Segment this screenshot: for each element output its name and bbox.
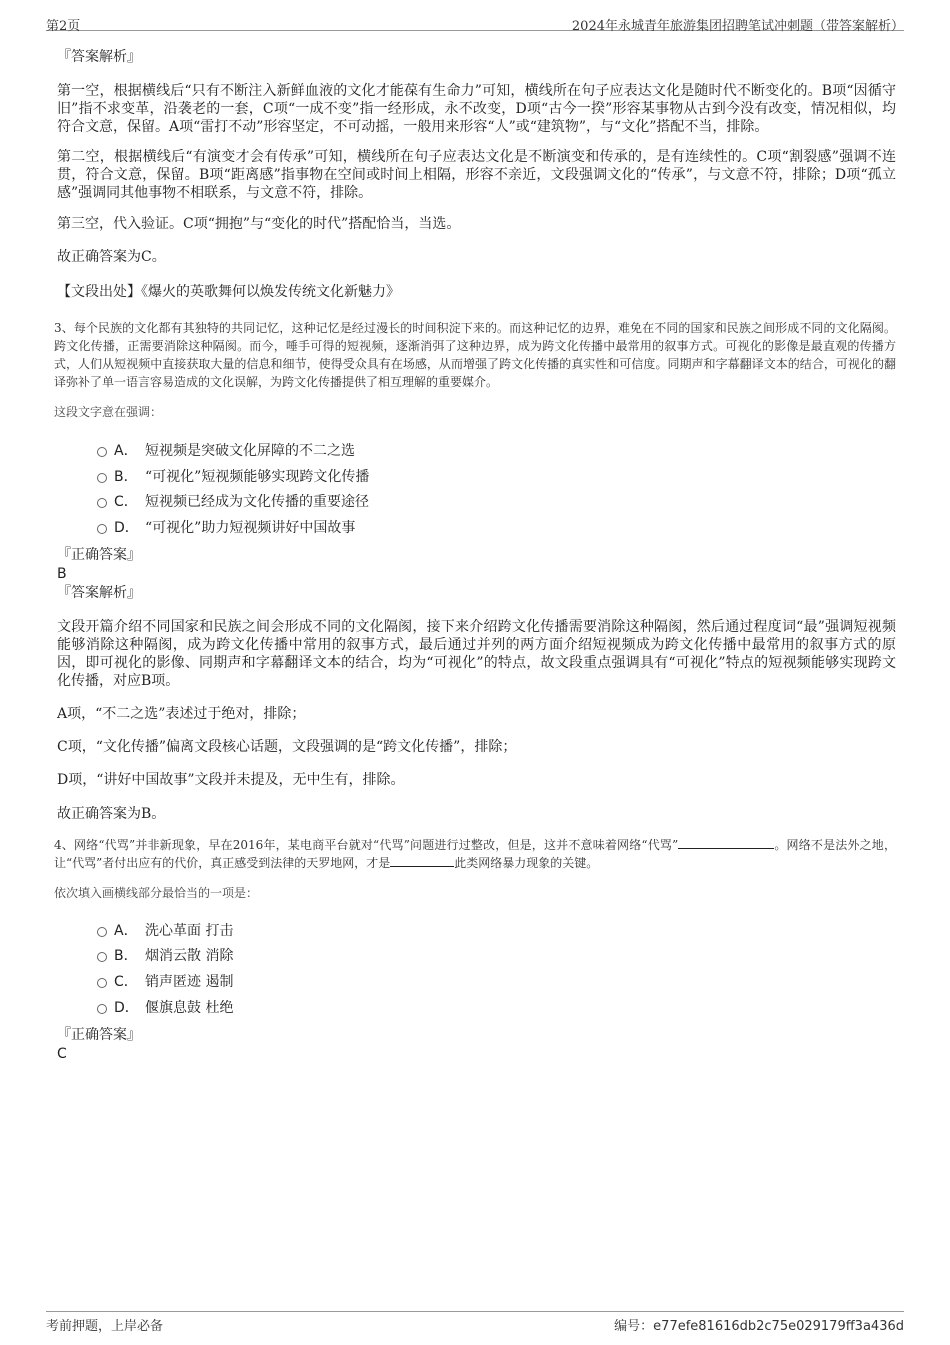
option-text: 短视频已经成为文化传播的重要途径 (145, 494, 369, 511)
q4-answer-heading: 『正确答案』 (57, 1026, 141, 1043)
document-code-label: 编号： (614, 1319, 654, 1334)
option-text: 销声匿迹 遏制 (145, 974, 234, 991)
q2-conclusion: 故正确答案为C。 (57, 249, 166, 265)
q4-stem (54, 836, 896, 872)
q3-option-b[interactable] (57, 465, 896, 491)
q2-analysis-para-1: 第一空，根据横线后“只有不断注入新鲜血液的文化才能葆有生命力”可知，横线所在句子应表达文化是随时代不断变化的。B项“因循守旧”指不求变革，沿袭老的一套，C项“一成不变”指一经形成，永不改变，D项“古今一揆”形容某事物从古到今没有改变，情况相似，均符合文意，保留。A项“雷打不动”形容坚定，不可动摇，一般用来形容“人”或“建筑物”，与“文化”搭配不当，排除。 (57, 83, 896, 135)
option-letter: B． (114, 468, 138, 485)
q4-options (57, 919, 896, 1022)
q2-source: 【文段出处】《爆火的英歌舞何以焕发传统文化新魅力》 (57, 284, 400, 300)
option-text: 烟消云散 消除 (145, 948, 234, 965)
radio-button-icon[interactable] (97, 1004, 107, 1014)
footer-slogan: 考前押题，上岸必备 (46, 1319, 164, 1334)
option-text: “可视化”短视频能够实现跨文化传播 (145, 468, 370, 485)
q4-option-b[interactable] (57, 944, 896, 970)
q4-stem-part-2: 。网络不是法外之地，让“代骂”者付出应有的代价，真正感受到法律的天罗地网，才是 (54, 837, 896, 870)
option-text: 洗心革面 打击 (145, 922, 234, 939)
q3-analysis-heading: 『答案解析』 (57, 584, 141, 601)
q4-option-a[interactable] (57, 919, 896, 945)
radio-button-icon[interactable] (97, 952, 107, 962)
radio-button-icon[interactable] (97, 927, 107, 937)
q3-option-c[interactable] (57, 490, 896, 516)
q3-analysis-para-3: C项，“文化传播”偏离文段核心话题，文段强调的是“跨文化传播”，排除； (57, 738, 517, 755)
fill-blank-2 (390, 854, 454, 867)
q2-analysis-para-3: 第三空，代入验证。C项“拥抱”与“变化的时代”搭配恰当，当选。 (57, 216, 461, 232)
page-footer (46, 1311, 904, 1338)
option-letter: C． (114, 494, 138, 511)
q4-option-d[interactable] (57, 996, 896, 1022)
radio-button-icon[interactable] (97, 473, 107, 483)
option-letter: A． (114, 922, 138, 939)
q4-answer-value: C (57, 1045, 67, 1062)
option-text: 短视频是突破文化屏障的不二之选 (145, 443, 355, 459)
radio-button-icon[interactable] (97, 978, 107, 988)
radio-button-icon[interactable] (97, 524, 107, 534)
q4-stem-part-3: 此类网络暴力现象的关键。 (454, 855, 599, 870)
q3-option-d[interactable] (57, 516, 896, 542)
option-letter: D． (114, 520, 139, 537)
fill-blank-1 (678, 836, 774, 849)
q3-answer-heading: 『正确答案』 (57, 546, 141, 563)
q3-conclusion: 故正确答案为B。 (57, 805, 166, 822)
option-text: 偃旗息鼓 杜绝 (145, 999, 234, 1016)
q3-options (57, 439, 896, 542)
q4-option-c[interactable] (57, 970, 896, 996)
main-content (54, 40, 896, 1064)
q3-prompt: 这段文字意在强调： (54, 405, 163, 419)
document-title: 2024年永城青年旅游集团招聘笔试冲刺题（带答案解析） (571, 19, 904, 34)
q2-analysis-para-2: 第二空，根据横线后“有演变才会有传承”可知，横线所在句子应表达文化是不断演变和传承的，是有连续性的。C项“割裂感”强调不连贯，符合文意，保留。B项“距离感”指事物在空间或时间上相隔，形容不亲近，文段强调文化的“传承”，与文意不符，排除；D项“孤立感”强调同其他事物不相联系，与文意不符，排除。 (57, 149, 896, 201)
q3-analysis-para-2: A项，“不二之选”表述过于绝对，排除； (57, 705, 306, 722)
q2-analysis-heading: 『答案解析』 (57, 49, 141, 65)
option-letter: C． (114, 974, 138, 991)
radio-button-icon[interactable] (97, 498, 107, 508)
option-letter: A． (114, 443, 138, 459)
q3-analysis-para-4: D项，“讲好中国故事”文段并未提及，无中生有，排除。 (57, 771, 405, 788)
radio-button-icon[interactable] (97, 447, 107, 457)
q4-prompt: 依次填入画横线部分最恰当的一项是： (54, 885, 259, 900)
q3-option-a[interactable] (57, 439, 896, 465)
document-code (614, 1315, 904, 1334)
q3-answer-value: B (57, 565, 67, 582)
q3-stem: 3、每个民族的文化都有其独特的共同记忆，这种记忆是经过漫长的时间积淀下来的。而这种记忆的边界，难免在不同的国家和民族之间形成不同的文化隔阂。跨文化传播，正需要消除这种隔阂。而今，唾手可得的短视频，逐渐消弭了这种边界，成为跨文化传播中最常用的叙事方式。可视化的影像是最直观的传播方式，人们从短视频中直接获取大量的信息和细节，使得受众具有在场感，从而增强了跨文化传播的真实性和可信度。同期声和字幕翻译文本的结合，可视化的翻译弥补了单一语言容易造成的文化误解，为跨文化传播提供了相互理解的重要媒介。 (54, 321, 896, 389)
option-letter: D． (114, 999, 139, 1016)
page-number: 第2页 (46, 19, 81, 34)
option-letter: B． (114, 948, 138, 965)
q3-analysis-para-1: 文段开篇介绍不同国家和民族之间会形成不同的文化隔阂，接下来介绍跨文化传播需要消除这种隔阂，然后通过程度词“最”强调短视频能够消除这种隔阂，成为跨文化传播中常用的叙事方式，最后通过并列的两方面介绍短视频成为跨文化传播中最常用的叙事方式的原因，即可视化的影像、同期声和字幕翻译文本的结合，均为“可视化”的特点，故文段重点强调具有“可视化”特点的短视频能够实现跨文化传播，对应B项。 (57, 618, 896, 689)
option-text: “可视化”助力短视频讲好中国故事 (145, 520, 356, 537)
q4-stem-part-1: 4、网络“代骂”并非新现象，早在2016年，某电商平台就对“代骂”问题进行过整改，但是，这并不意味着网络“代骂” (54, 837, 679, 852)
document-code-value: e77efe81616db2c75e029179ff3a436d (653, 1319, 904, 1334)
page-header (46, 8, 904, 34)
